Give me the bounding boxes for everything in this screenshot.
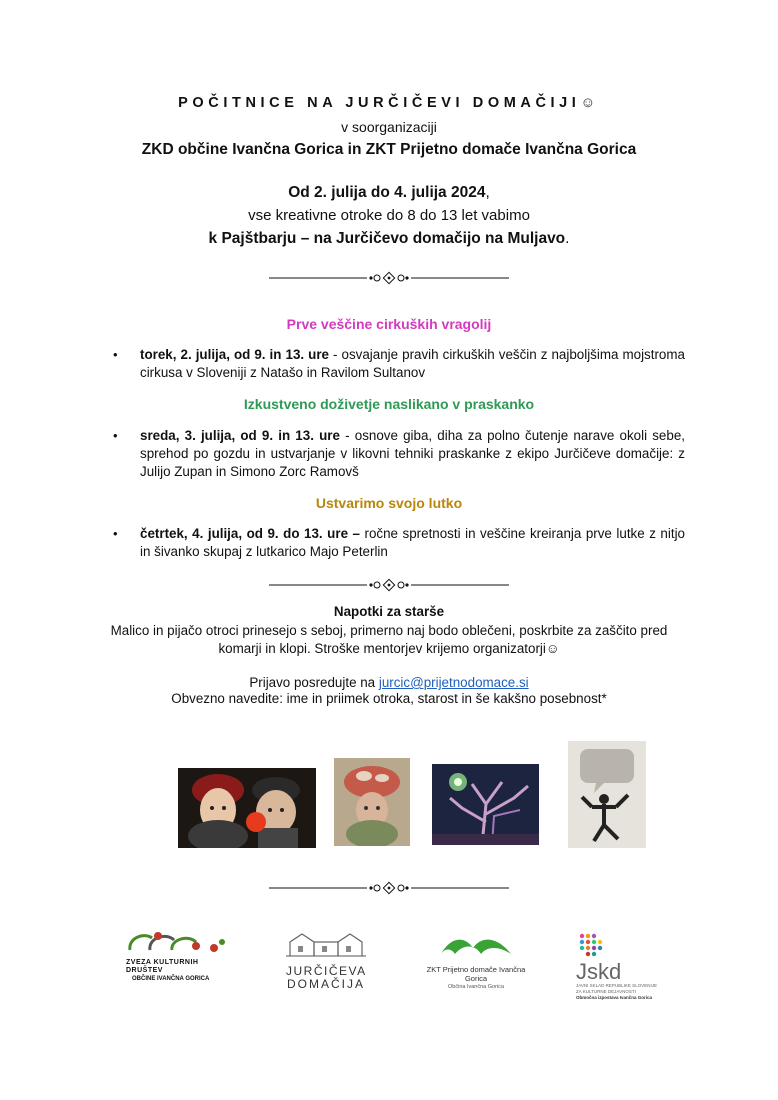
ornamental-divider (269, 578, 509, 592)
scratchboard-tree-photo (432, 764, 539, 845)
bullet-icon: • (113, 347, 118, 362)
signup-prefix: Prijavo posredujte na (249, 675, 379, 690)
bullet-body: - osvajanje pravih cirkuških veščin z najboljšima mojstroma cirkusa v Sloveniji z Natašo in Ravilom Sultanov (140, 347, 685, 380)
bullet-lead: torek, 2. julija, od 9. in 13. ure (140, 347, 329, 362)
jurcic-logo-line2: DOMAČIJA (286, 977, 365, 991)
zkd-logo (122, 928, 234, 982)
zkt-logo-line2: Občina Ivančna Gorica (448, 984, 504, 990)
bullet-icon: • (113, 428, 118, 443)
zkt-logo-line1: ZKT Prijetno domače Ivančna Gorica (426, 965, 526, 983)
place: k Pajštbarju – na Jurčičevo domačijo na Muljavo (208, 230, 566, 247)
jskd-logo-line3: Območna izpostava Ivančna Gorica (576, 995, 653, 1000)
ornamental-divider (269, 271, 509, 285)
ornamental-divider (269, 881, 509, 895)
dates-line (0, 184, 778, 202)
zkt-logo (415, 932, 537, 990)
notes-text: Malico in pijačo otroci prinesejo s seboj, primerno naj bodo oblečeni, poskrbite za zaščito pred komarji in klopi. Stroške mentorjev krijemo organizatorji☺ (110, 623, 668, 656)
jskd-logo-line1: JAVNI SKLAD REPUBLIKE SLOVENIJE (576, 983, 657, 988)
required-info: Obvezno navedite: ime in priimek otroka, starost in še kakšno posebnost* (171, 691, 607, 706)
bullet-text (140, 427, 685, 481)
zkd-logo-mark (122, 928, 234, 954)
notes-title: Napotki za starše (333, 604, 445, 619)
page-title: POČITNICE NA JURČIČEVI DOMAČIJI☺ (178, 95, 600, 111)
zkd-logo-line1: ZVEZA KULTURNIH DRUŠTEV (126, 959, 199, 974)
bullet-lead: sreda, 3. julija, od 9. in 13. ure (140, 428, 340, 443)
bullet-icon: • (113, 526, 118, 541)
bullet-body: - osnove giba, diha za polno čutenje narave okoli sebe, sprehod po gozdu in ustvarjanje v likovni tehniki praskanke z ekipo Jurčičeve domačije: z Julijo Zupan in Simono Zorc Ramovš (140, 428, 685, 479)
bullet-lead: četrtek, 4. julija, od 9. do 13. ure – (140, 526, 360, 541)
bullet-text (140, 525, 685, 561)
section-heading-circus-text: Prve veščine cirkuških vragolij (286, 316, 492, 332)
bullet-body: ročne spretnosti in veščine kreiranja prve lutke z nitjo in šivanko skupaj z lutkarico Majo Peterlin (140, 526, 685, 559)
bullet-text (140, 346, 685, 382)
jskd-logo-line2: ZA KULTURNE DEJAVNOSTI (576, 989, 636, 994)
section-heading-scratchboard (0, 396, 778, 412)
jurcic-logo (286, 930, 366, 994)
jskd-dots-icon (576, 932, 606, 958)
section-heading-puppet-text: Ustvarimo svojo lutko (315, 495, 463, 511)
place-line (0, 230, 778, 248)
clowns-photo (178, 768, 316, 848)
bullet-item (113, 427, 685, 481)
section-heading-circus (0, 316, 778, 332)
jurcic-logo-line1: JURČIČEVA (286, 964, 367, 978)
hills-icon (415, 932, 537, 960)
section-heading-puppet (0, 495, 778, 511)
dates: Od 2. julija do 4. julija 2024 (288, 184, 486, 201)
jskd-logo-name: Jskd (576, 959, 622, 984)
bullet-item (113, 346, 685, 382)
signup-line (0, 675, 778, 690)
subtitle: v soorganizaciji (341, 119, 437, 135)
email-link[interactable]: jurcic@prijetnodomace.si (378, 675, 529, 690)
bullet-item (113, 525, 685, 561)
house-icon (286, 930, 366, 960)
organizers: ZKD občine Ivančna Gorica in ZKT Prijetno domače Ivančna Gorica (141, 141, 637, 158)
dates-suffix: , (485, 184, 490, 201)
puppet-photo (334, 758, 410, 846)
place-suffix: . (565, 230, 570, 247)
jskd-logo (576, 932, 668, 1006)
zkd-logo-line2: OBČINE IVANČNA GORICA (132, 976, 210, 982)
section-heading-scratchboard-text: Izkustveno doživetje naslikano v praskanko (243, 396, 535, 412)
puppet-drawing-photo (568, 741, 646, 848)
invite-line: vse kreativne otroke do 8 do 13 let vabimo (248, 207, 530, 224)
